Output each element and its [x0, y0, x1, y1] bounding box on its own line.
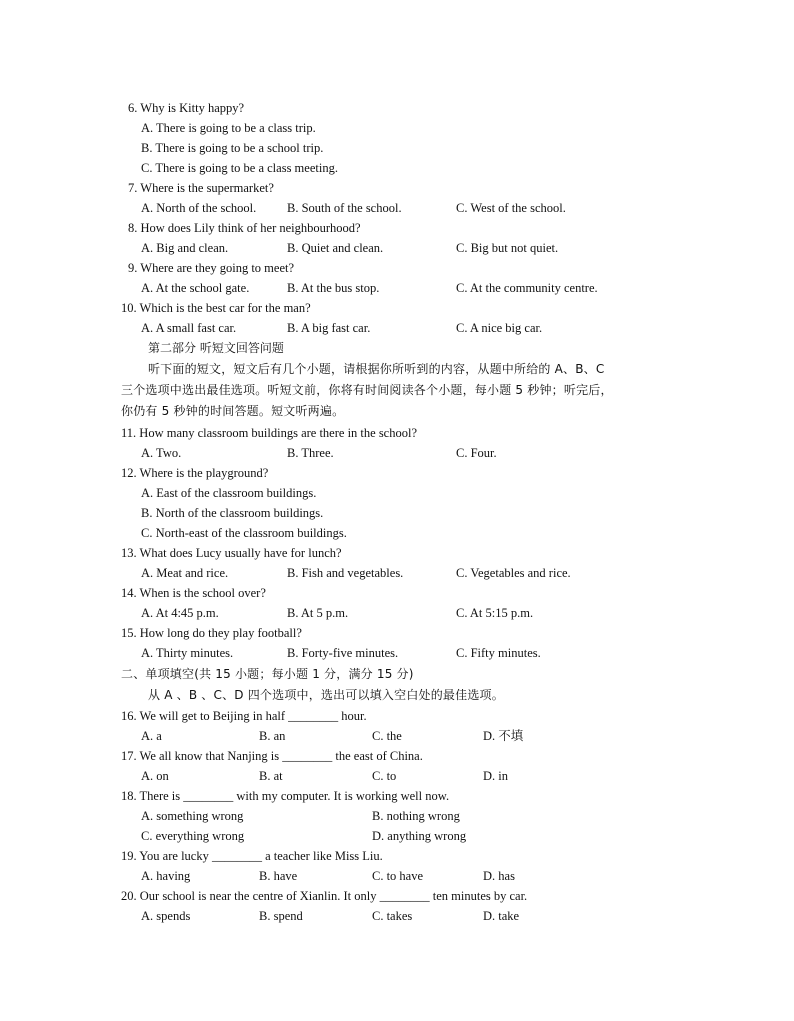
question-20-text: 20. Our school is near the centre of Xianlin. It only — [121, 889, 377, 903]
question-19-text: 19. You are lucky — [121, 849, 209, 863]
option-18a: A. something wrong — [141, 809, 244, 823]
part2-instruction-line3: 你仍有 5 秒钟的时间答题。短文听两遍。 — [121, 404, 345, 418]
section2-heading: 二、单项填空(共 15 小题；每小题 1 分，满分 15 分) — [121, 667, 414, 681]
question-16 — [121, 708, 367, 724]
question-17-text: 17. We all know that Nanjing is — [121, 749, 280, 763]
question-11: 11. How many classroom buildings are there in the school? — [121, 426, 417, 440]
option-19d: D. has — [483, 869, 515, 883]
question-7: 7. Where is the supermarket? — [128, 181, 274, 195]
answer-blank-19: ________ — [211, 849, 262, 863]
answer-blank-17: ________ — [282, 749, 333, 763]
option-10a: A. A small fast car. — [141, 321, 237, 335]
question-10: 10. Which is the best car for the man? — [121, 301, 311, 315]
option-18d: D. anything wrong — [372, 829, 467, 843]
option-13c: C. Vegetables and rice. — [456, 566, 571, 580]
option-20c: C. takes — [372, 909, 413, 923]
option-13b: B. Fish and vegetables. — [287, 566, 404, 580]
option-14b: B. At 5 p.m. — [287, 606, 349, 620]
option-8b: B. Quiet and clean. — [287, 241, 384, 255]
option-16b: B. an — [259, 729, 286, 743]
option-11b: B. Three. — [287, 446, 334, 460]
option-13a: A. Meat and rice. — [141, 566, 229, 580]
question-19-text-end: a teacher like Miss Liu. — [265, 849, 383, 863]
answer-blank-20: ________ — [379, 889, 430, 903]
option-10b: B. A big fast car. — [287, 321, 371, 335]
section2-instruction: 从 A 、B 、C、D 四个选项中，选出可以填入空白处的最佳选项。 — [148, 688, 504, 702]
option-17c: C. to — [372, 769, 397, 783]
question-13: 13. What does Lucy usually have for lunch? — [121, 546, 342, 560]
question-18-text: 18. There is — [121, 789, 181, 803]
option-17a: A. on — [141, 769, 169, 783]
option-7c: C. West of the school. — [456, 201, 566, 215]
option-18b: B. nothing wrong — [372, 809, 460, 823]
question-16-text: 16. We will get to Beijing in half — [121, 709, 286, 723]
option-19a: A. having — [141, 869, 191, 883]
answer-blank-16: ________ — [288, 709, 339, 723]
question-8: 8. How does Lily think of her neighbourhood? — [128, 221, 361, 235]
option-12b: B. North of the classroom buildings. — [141, 506, 324, 520]
question-9: 9. Where are they going to meet? — [128, 261, 295, 275]
option-12c: C. North-east of the classroom buildings. — [141, 526, 347, 540]
option-12a: A. East of the classroom buildings. — [141, 486, 317, 500]
option-18c: C. everything wrong — [141, 829, 245, 843]
option-19c: C. to have — [372, 869, 424, 883]
option-14c: C. At 5:15 p.m. — [456, 606, 534, 620]
option-7a: A. North of the school. — [141, 201, 257, 215]
option-6a: A. There is going to be a class trip. — [141, 121, 316, 135]
question-14: 14. When is the school over? — [121, 586, 266, 600]
question-15: 15. How long do they play football? — [121, 626, 302, 640]
question-17-text-end: the east of China. — [335, 749, 423, 763]
option-9c: C. At the community centre. — [456, 281, 598, 295]
part2-heading: 第二部分 听短文回答问题 — [148, 341, 284, 355]
option-11c: C. Four. — [456, 446, 497, 460]
option-15c: C. Fifty minutes. — [456, 646, 541, 660]
part2-instruction-line1: 听下面的短文，短文后有几个小题，请根据你所听到的内容，从题中所给的 A、B、C — [148, 362, 605, 376]
question-20 — [121, 888, 527, 904]
question-12: 12. Where is the playground? — [121, 466, 269, 480]
question-16-text-end: hour. — [341, 709, 367, 723]
option-10c: C. A nice big car. — [456, 321, 543, 335]
option-20a: A. spends — [141, 909, 191, 923]
option-7b: B. South of the school. — [287, 201, 402, 215]
option-20d: D. take — [483, 909, 520, 923]
option-9b: B. At the bus stop. — [287, 281, 380, 295]
option-19b: B. have — [259, 869, 298, 883]
option-15b: B. Forty-five minutes. — [287, 646, 399, 660]
option-6c: C. There is going to be a class meeting. — [141, 161, 338, 175]
part2-instruction-line2: 三个选项中选出最佳选项。听短文前，你将有时间阅读各个小题，每小题 5 秒钟；听完后， — [121, 383, 613, 397]
option-14a: A. At 4:45 p.m. — [141, 606, 219, 620]
answer-blank-18: ________ — [183, 789, 234, 803]
option-9a: A. At the school gate. — [141, 281, 250, 295]
option-16d: D. 不填 — [483, 729, 524, 743]
question-6: 6. Why is Kitty happy? — [128, 101, 245, 115]
option-15a: A. Thirty minutes. — [141, 646, 234, 660]
option-17b: B. at — [259, 769, 283, 783]
option-17d: D. in — [483, 769, 508, 783]
option-20b: B. spend — [259, 909, 303, 923]
question-20-text-end: ten minutes by car. — [432, 889, 528, 903]
question-18-text-end: with my computer. It is working well now. — [236, 789, 450, 803]
question-17 — [121, 748, 423, 764]
option-8c: C. Big but not quiet. — [456, 241, 559, 255]
option-16c: C. the — [372, 729, 402, 743]
option-11a: A. Two. — [141, 446, 182, 460]
option-6b: B. There is going to be a school trip. — [141, 141, 324, 155]
option-8a: A. Big and clean. — [141, 241, 229, 255]
option-16a: A. a — [141, 729, 162, 743]
question-18 — [121, 788, 449, 804]
question-19 — [121, 848, 383, 864]
